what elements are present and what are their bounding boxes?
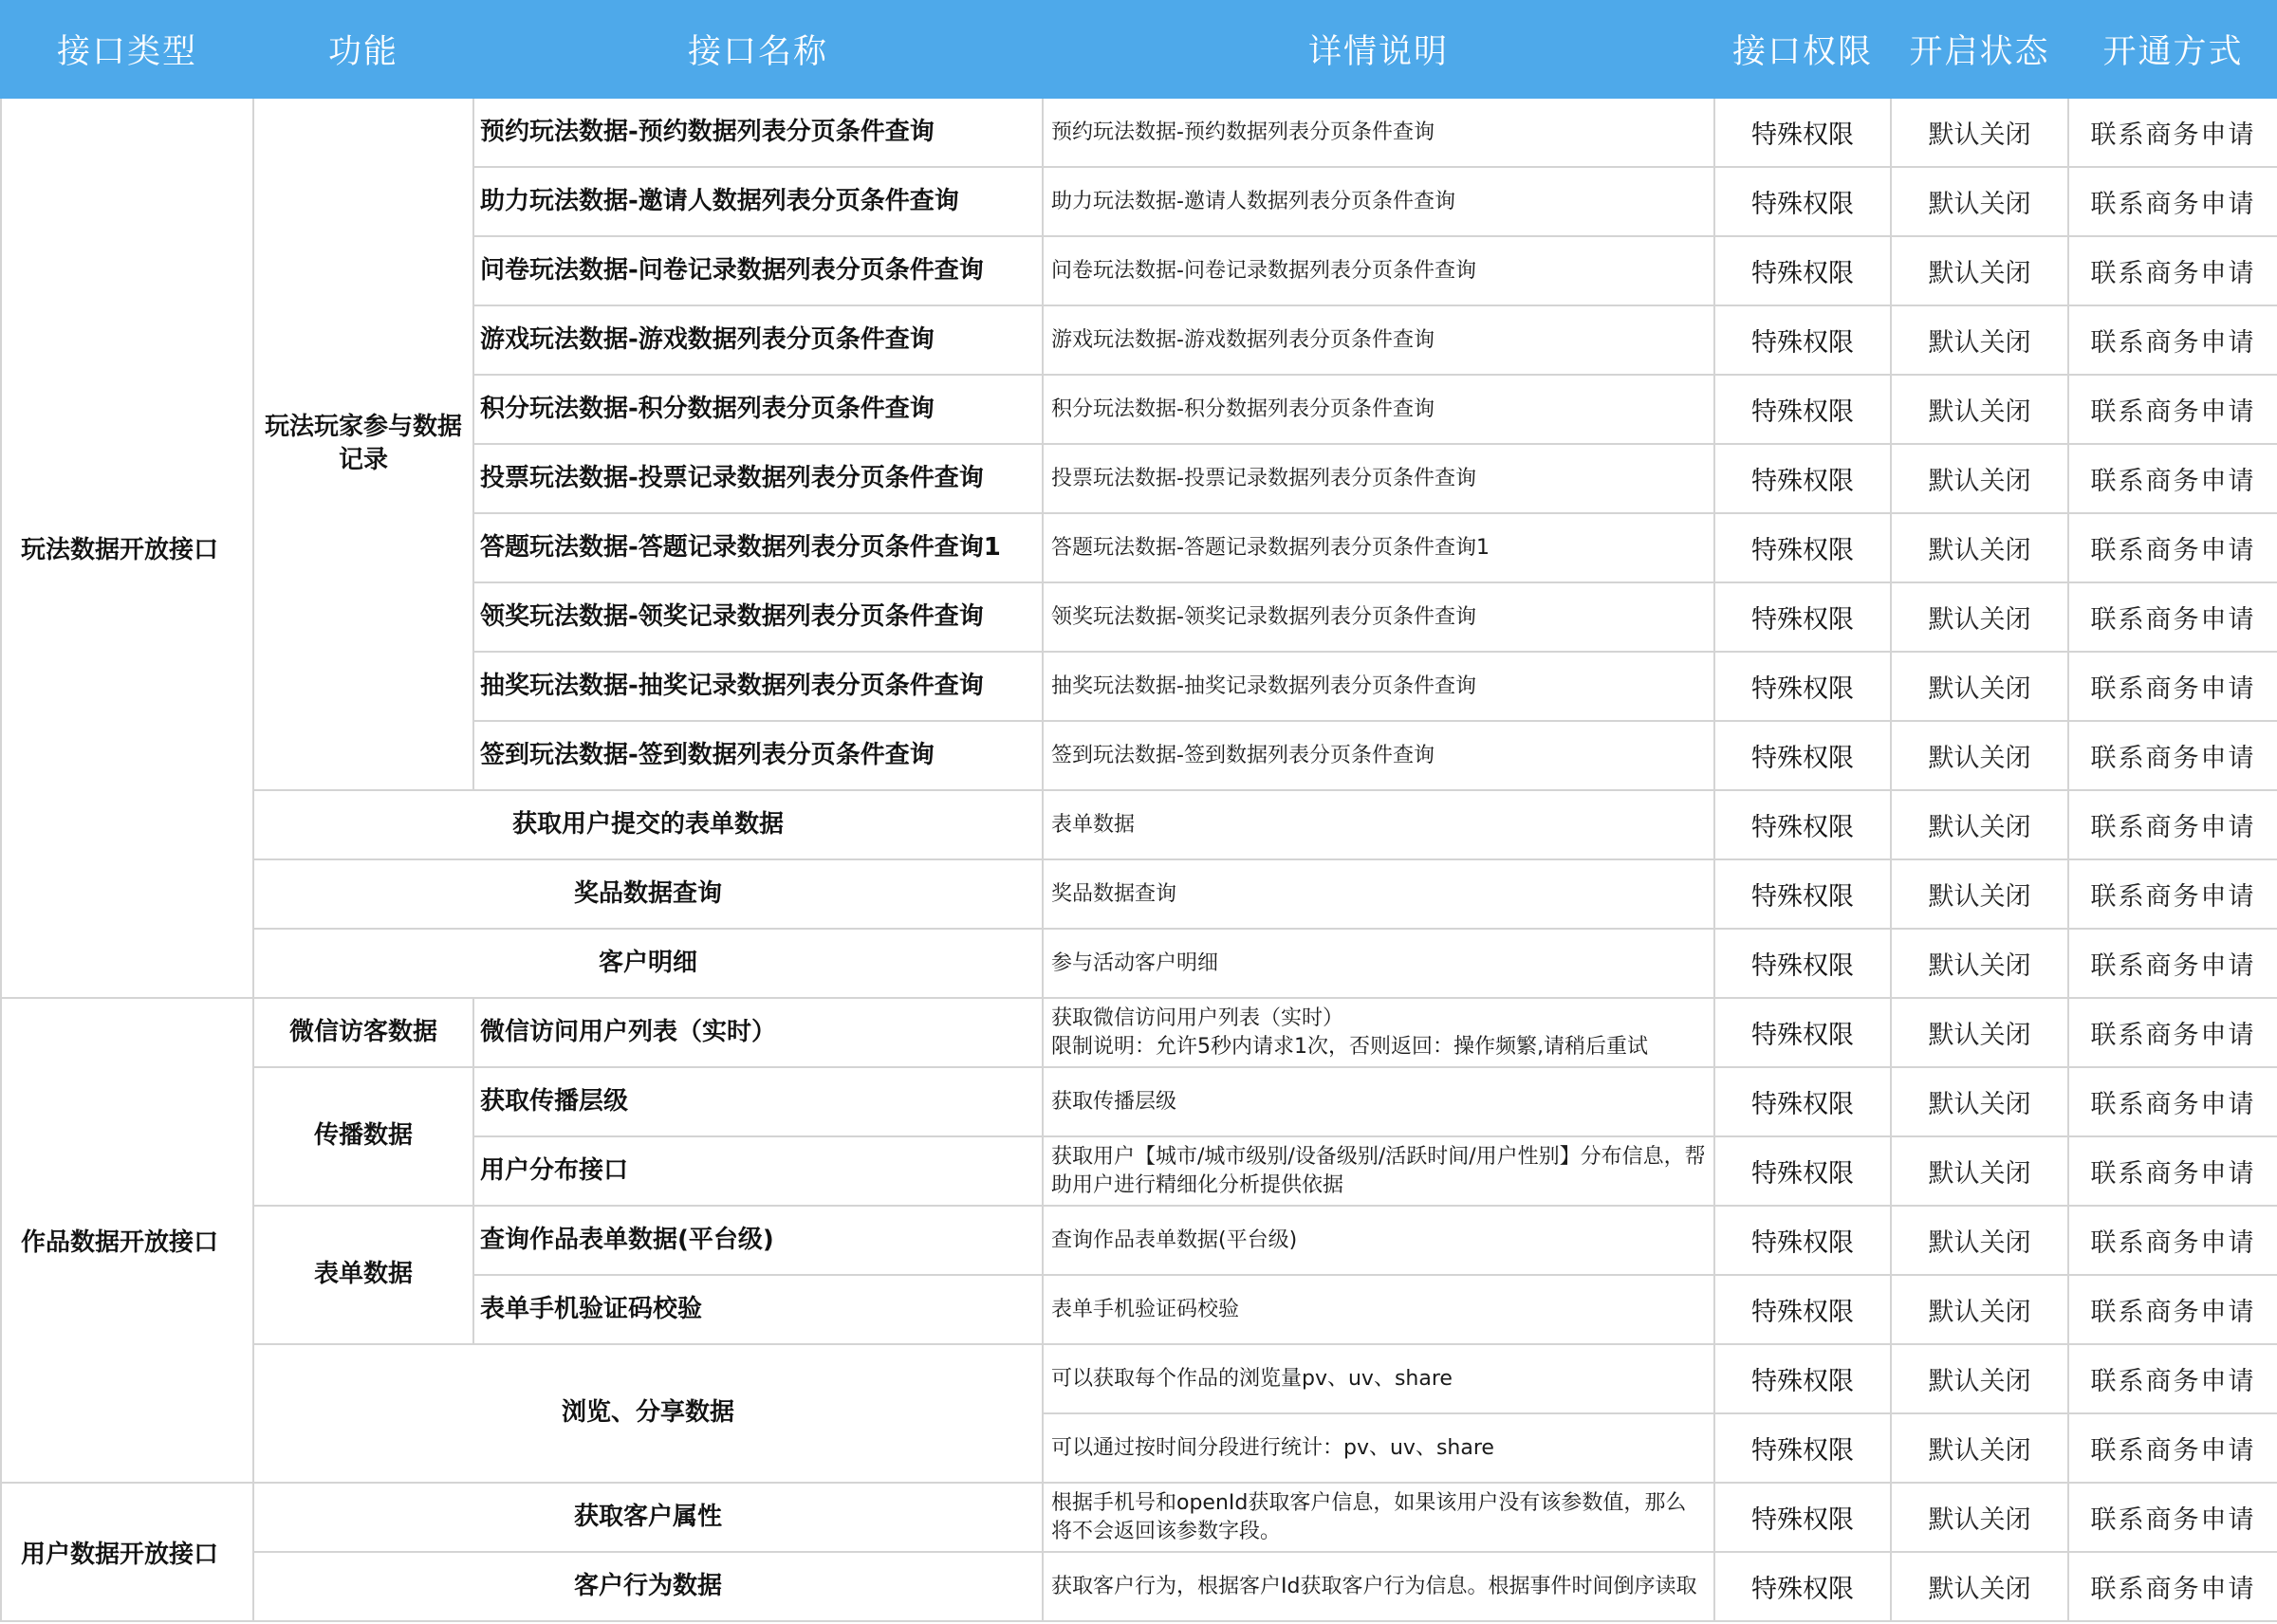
- detail-cell: [1043, 998, 1714, 1067]
- detail-cell: [1043, 375, 1714, 444]
- detail-cell: [1043, 167, 1714, 236]
- detail-line: 获取微信访问用户列表（实时）: [1051, 1006, 1344, 1030]
- activation-method-cell: 联系商务申请: [2068, 929, 2277, 998]
- detail-cell: [1043, 305, 1714, 375]
- permission-cell: 特殊权限: [1714, 652, 1891, 721]
- detail-cell: [1043, 652, 1714, 721]
- status-cell: 默认关闭: [1891, 98, 2068, 167]
- detail-line: 表单手机验证码校验: [1051, 1297, 1240, 1321]
- detail-cell: [1043, 513, 1714, 582]
- permission-cell: 特殊权限: [1714, 1413, 1891, 1483]
- detail-line: 可以通过按时间分段进行统计：pv、uv、share: [1051, 1435, 1494, 1460]
- status-cell: 默认关闭: [1891, 1206, 2068, 1275]
- detail-line: 表单数据: [1051, 812, 1136, 837]
- detail-cell: [1043, 236, 1714, 305]
- detail-cell: [1043, 98, 1714, 167]
- interface-name-cell: 查询作品表单数据(平台级): [473, 1206, 1043, 1275]
- status-cell: 默认关闭: [1891, 444, 2068, 513]
- detail-line: 答题玩法数据-答题记录数据列表分页条件查询1: [1051, 535, 1490, 560]
- detail-cell: [1043, 1413, 1714, 1483]
- status-cell: 默认关闭: [1891, 305, 2068, 375]
- table-row: [1, 929, 2277, 998]
- interface-name-cell: 获取传播层级: [473, 1067, 1043, 1136]
- activation-method-cell: 联系商务申请: [2068, 236, 2277, 305]
- interface-name-cell: 客户行为数据: [253, 1552, 1043, 1621]
- status-cell: 默认关闭: [1891, 167, 2068, 236]
- activation-method-cell: 联系商务申请: [2068, 1344, 2277, 1413]
- permission-cell: 特殊权限: [1714, 582, 1891, 652]
- status-cell: 默认关闭: [1891, 790, 2068, 859]
- header-function: 功能: [253, 1, 473, 98]
- permission-cell: 特殊权限: [1714, 1136, 1891, 1206]
- activation-method-cell: 联系商务申请: [2068, 998, 2277, 1067]
- permission-cell: 特殊权限: [1714, 1483, 1891, 1552]
- status-cell: 默认关闭: [1891, 1344, 2068, 1413]
- permission-cell: 特殊权限: [1714, 1344, 1891, 1413]
- header-detail: 详情说明: [1043, 1, 1714, 98]
- permission-cell: 特殊权限: [1714, 998, 1891, 1067]
- status-cell: 默认关闭: [1891, 582, 2068, 652]
- header-interface-type: 接口类型: [1, 1, 253, 98]
- header-permission: 接口权限: [1714, 1, 1891, 98]
- activation-method-cell: 联系商务申请: [2068, 1552, 2277, 1621]
- interface-name-cell: 领奖玩法数据-领奖记录数据列表分页条件查询: [473, 582, 1043, 652]
- header-status: 开启状态: [1891, 1, 2068, 98]
- interface-type-cell: 作品数据开放接口: [1, 998, 253, 1483]
- detail-line: 根据手机号和openId获取客户信息，如果该用户没有该参数值，那么将不会返回该参数字段。: [1051, 1490, 1687, 1543]
- detail-cell: [1043, 1483, 1714, 1552]
- permission-cell: 特殊权限: [1714, 1552, 1891, 1621]
- detail-line: 参与活动客户明细: [1051, 950, 1219, 975]
- interface-name-cell: 奖品数据查询: [253, 859, 1043, 929]
- table-row: [1, 859, 2277, 929]
- status-cell: 默认关闭: [1891, 1552, 2068, 1621]
- activation-method-cell: 联系商务申请: [2068, 513, 2277, 582]
- permission-cell: 特殊权限: [1714, 1275, 1891, 1344]
- interface-type-cell: 用户数据开放接口: [1, 1483, 253, 1621]
- activation-method-cell: 联系商务申请: [2068, 444, 2277, 513]
- interface-name-cell: 获取用户提交的表单数据: [253, 790, 1043, 859]
- function-cell: 传播数据: [253, 1067, 473, 1206]
- status-cell: 默认关闭: [1891, 513, 2068, 582]
- activation-method-cell: 联系商务申请: [2068, 790, 2277, 859]
- status-cell: 默认关闭: [1891, 236, 2068, 305]
- function-cell: 玩法玩家参与数据记录: [253, 98, 473, 790]
- interface-name-cell: 答题玩法数据-答题记录数据列表分页条件查询1: [473, 513, 1043, 582]
- detail-line: 问卷玩法数据-问卷记录数据列表分页条件查询: [1051, 258, 1476, 283]
- status-cell: 默认关闭: [1891, 1275, 2068, 1344]
- table-row: [1, 1206, 2277, 1275]
- status-cell: 默认关闭: [1891, 375, 2068, 444]
- detail-line: 投票玩法数据-投票记录数据列表分页条件查询: [1051, 466, 1476, 490]
- permission-cell: 特殊权限: [1714, 305, 1891, 375]
- header-interface-name: 接口名称: [473, 1, 1043, 98]
- permission-cell: 特殊权限: [1714, 98, 1891, 167]
- detail-cell: [1043, 1344, 1714, 1413]
- status-cell: 默认关闭: [1891, 652, 2068, 721]
- table-row: [1, 1067, 2277, 1136]
- interface-name-cell: 积分玩法数据-积分数据列表分页条件查询: [473, 375, 1043, 444]
- function-cell: 表单数据: [253, 1206, 473, 1344]
- activation-method-cell: 联系商务申请: [2068, 652, 2277, 721]
- detail-line: 积分玩法数据-积分数据列表分页条件查询: [1051, 397, 1435, 421]
- table-row: [1, 1552, 2277, 1621]
- interface-name-cell: 客户明细: [253, 929, 1043, 998]
- permission-cell: 特殊权限: [1714, 375, 1891, 444]
- table-row: [1, 790, 2277, 859]
- detail-cell: [1043, 790, 1714, 859]
- interface-name-cell: 抽奖玩法数据-抽奖记录数据列表分页条件查询: [473, 652, 1043, 721]
- permission-cell: 特殊权限: [1714, 1067, 1891, 1136]
- permission-cell: 特殊权限: [1714, 167, 1891, 236]
- detail-line: 查询作品表单数据(平台级): [1051, 1227, 1298, 1252]
- detail-cell: [1043, 1206, 1714, 1275]
- interface-name-cell: 表单手机验证码校验: [473, 1275, 1043, 1344]
- activation-method-cell: 联系商务申请: [2068, 1067, 2277, 1136]
- interface-type-cell: 玩法数据开放接口: [1, 98, 253, 998]
- detail-line: 获取用户【城市/城市级别/设备级别/活跃时间/用户性别】分布信息，帮助用户进行精细化分析提供依据: [1051, 1144, 1706, 1197]
- detail-cell: [1043, 1067, 1714, 1136]
- interface-name-cell: 签到玩法数据-签到数据列表分页条件查询: [473, 721, 1043, 790]
- interface-name-cell: 游戏玩法数据-游戏数据列表分页条件查询: [473, 305, 1043, 375]
- detail-line: 获取客户行为，根据客户Id获取客户行为信息。根据事件时间倒序读取: [1051, 1574, 1697, 1598]
- status-cell: 默认关闭: [1891, 1413, 2068, 1483]
- status-cell: 默认关闭: [1891, 1136, 2068, 1206]
- activation-method-cell: 联系商务申请: [2068, 721, 2277, 790]
- table-row: [1, 1344, 2277, 1413]
- activation-method-cell: 联系商务申请: [2068, 375, 2277, 444]
- detail-cell: [1043, 929, 1714, 998]
- detail-line: 签到玩法数据-签到数据列表分页条件查询: [1051, 743, 1435, 767]
- detail-line: 游戏玩法数据-游戏数据列表分页条件查询: [1051, 327, 1435, 352]
- status-cell: 默认关闭: [1891, 859, 2068, 929]
- status-cell: 默认关闭: [1891, 1067, 2068, 1136]
- detail-line: 奖品数据查询: [1051, 881, 1177, 906]
- status-cell: 默认关闭: [1891, 1483, 2068, 1552]
- detail-cell: [1043, 859, 1714, 929]
- activation-method-cell: 联系商务申请: [2068, 859, 2277, 929]
- activation-method-cell: 联系商务申请: [2068, 1206, 2277, 1275]
- detail-cell: [1043, 444, 1714, 513]
- table-header-row: [1, 1, 2277, 98]
- detail-cell: [1043, 1552, 1714, 1621]
- activation-method-cell: 联系商务申请: [2068, 167, 2277, 236]
- detail-line: 抽奖玩法数据-抽奖记录数据列表分页条件查询: [1051, 674, 1476, 698]
- permission-cell: 特殊权限: [1714, 721, 1891, 790]
- detail-cell: [1043, 1136, 1714, 1206]
- activation-method-cell: 联系商务申请: [2068, 1483, 2277, 1552]
- status-cell: 默认关闭: [1891, 998, 2068, 1067]
- detail-line: 获取传播层级: [1051, 1089, 1177, 1114]
- permission-cell: 特殊权限: [1714, 444, 1891, 513]
- function-cell: 微信访客数据: [253, 998, 473, 1067]
- detail-line: 领奖玩法数据-领奖记录数据列表分页条件查询: [1051, 604, 1476, 629]
- table-row: [1, 98, 2277, 167]
- activation-method-cell: 联系商务申请: [2068, 1136, 2277, 1206]
- detail-cell: [1043, 1275, 1714, 1344]
- permission-cell: 特殊权限: [1714, 929, 1891, 998]
- permission-cell: 特殊权限: [1714, 790, 1891, 859]
- detail-cell: [1043, 721, 1714, 790]
- interface-name-cell: 投票玩法数据-投票记录数据列表分页条件查询: [473, 444, 1043, 513]
- interface-name-cell: 预约玩法数据-预约数据列表分页条件查询: [473, 98, 1043, 167]
- detail-line: 限制说明：允许5秒内请求1次，否则返回：操作频繁,请稍后重试: [1051, 1034, 1648, 1059]
- detail-line: 预约玩法数据-预约数据列表分页条件查询: [1051, 120, 1435, 144]
- activation-method-cell: 联系商务申请: [2068, 305, 2277, 375]
- interface-name-cell: 微信访问用户列表（实时）: [473, 998, 1043, 1067]
- interface-name-cell: 获取客户属性: [253, 1483, 1043, 1552]
- permission-cell: 特殊权限: [1714, 1206, 1891, 1275]
- status-cell: 默认关闭: [1891, 929, 2068, 998]
- interface-name-cell: 用户分布接口: [473, 1136, 1043, 1206]
- header-activation-method: 开通方式: [2068, 1, 2277, 98]
- permission-cell: 特殊权限: [1714, 859, 1891, 929]
- status-cell: 默认关闭: [1891, 721, 2068, 790]
- interface-name-cell: 问卷玩法数据-问卷记录数据列表分页条件查询: [473, 236, 1043, 305]
- activation-method-cell: 联系商务申请: [2068, 1413, 2277, 1483]
- table-row: [1, 998, 2277, 1067]
- interface-name-cell: 助力玩法数据-邀请人数据列表分页条件查询: [473, 167, 1043, 236]
- activation-method-cell: 联系商务申请: [2068, 582, 2277, 652]
- detail-cell: [1043, 582, 1714, 652]
- table-row: [1, 1483, 2277, 1552]
- detail-line: 助力玩法数据-邀请人数据列表分页条件查询: [1051, 189, 1455, 213]
- permission-cell: 特殊权限: [1714, 236, 1891, 305]
- permission-cell: 特殊权限: [1714, 513, 1891, 582]
- activation-method-cell: 联系商务申请: [2068, 1275, 2277, 1344]
- detail-line: 可以获取每个作品的浏览量pv、uv、share: [1051, 1366, 1453, 1391]
- interface-name-cell: 浏览、分享数据: [253, 1344, 1043, 1483]
- activation-method-cell: 联系商务申请: [2068, 98, 2277, 167]
